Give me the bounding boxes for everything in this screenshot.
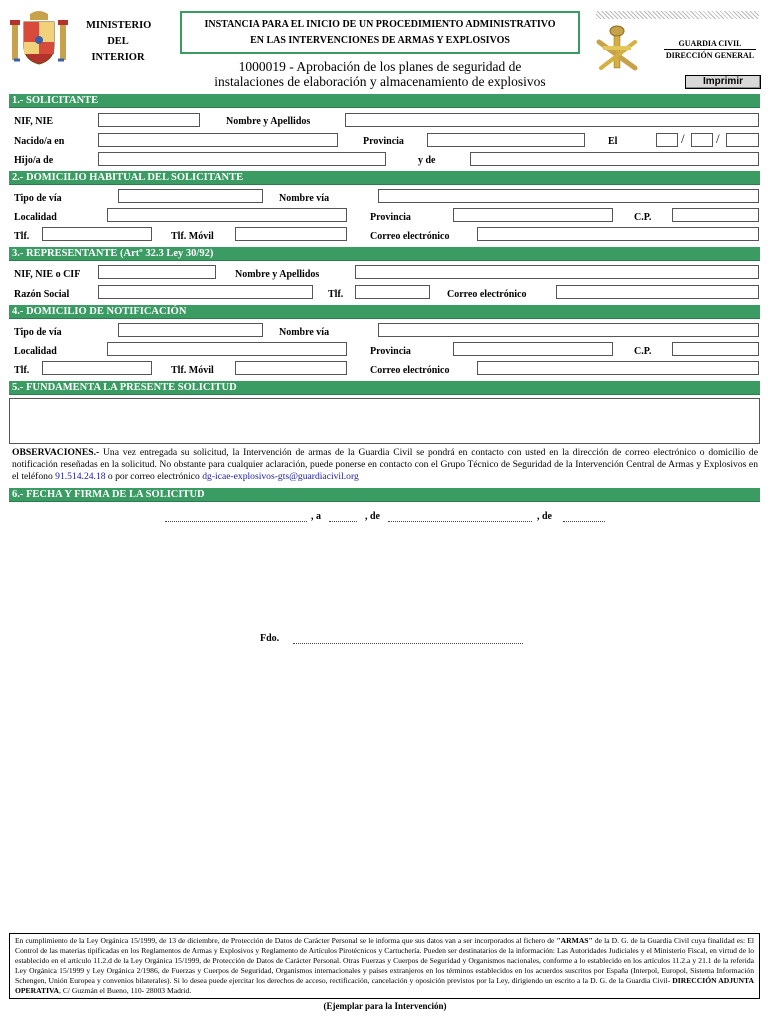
label-hijo: Hijo/a de (14, 155, 54, 166)
label-yde: y de (418, 155, 436, 166)
not-cp-input[interactable] (672, 342, 759, 356)
label-tlf-movil: Tlf. Móvil (171, 231, 214, 242)
day-line[interactable] (329, 520, 357, 522)
label-nif-cif: NIF, NIE o CIF (14, 269, 81, 280)
birth-year-input[interactable] (726, 133, 759, 147)
observaciones-text (12, 447, 758, 483)
razon-social-input[interactable] (98, 285, 313, 299)
not-tlf-movil-input[interactable] (235, 361, 347, 375)
label-correo: Correo electrónico (447, 289, 527, 300)
not-tipo-via-input[interactable] (118, 323, 263, 337)
rep-correo-input[interactable] (556, 285, 759, 299)
tlf-movil-input[interactable] (235, 227, 347, 241)
label-tipo-via: Tipo de vía (14, 327, 62, 338)
birth-day-input[interactable] (656, 133, 678, 147)
header-hatch-bar (596, 11, 759, 19)
label-tlf: Tlf. (14, 231, 30, 242)
correo-input[interactable] (477, 227, 759, 241)
nombre-via-input[interactable] (378, 189, 759, 203)
legal-direction: DIRECCIÓN ADJUNTA OPERATIVA (15, 976, 754, 995)
label-provincia: Provincia (370, 346, 411, 357)
label-tipo-via: Tipo de vía (14, 193, 62, 204)
observaciones-body-2: o por correo electrónico (105, 471, 203, 482)
nif-input[interactable] (98, 113, 200, 127)
not-correo-input[interactable] (477, 361, 759, 375)
not-nombre-via-input[interactable] (378, 323, 759, 337)
label-tlf-movil: Tlf. Móvil (171, 365, 214, 376)
guardia-civil-label: GUARDIA CIVIL DIRECCIÓN GENERAL (665, 39, 755, 60)
procedure-title: 1000019 - Aprobación de los planes de seguridad de instalaciones de elaboración y almacenamiento de explosivos (214, 59, 546, 89)
not-tlf-input[interactable] (42, 361, 152, 375)
not-localidad-input[interactable] (107, 342, 347, 356)
section-solicitante-header: 1.- SOLICITANTE (9, 94, 760, 108)
label-provincia: Provincia (363, 136, 404, 147)
section-notificacion-header: 4.- DOMICILIO DE NOTIFICACIÓN (9, 305, 760, 319)
legal-address: , C/ Guzmán el Bueno, 110- 28003 Madrid. (59, 986, 192, 995)
contact-phone: 91.514.24.18 (55, 471, 106, 482)
label-nombre-via: Nombre vía (279, 193, 330, 204)
section-fundamenta-header: 5.- FUNDAMENTA LA PRESENTE SOLICITUD (9, 381, 760, 395)
label-cp: C.P. (634, 346, 652, 357)
provincia-nacimiento-input[interactable] (427, 133, 585, 147)
label-el: El (608, 136, 618, 147)
section-representante-header: 3.- REPRESENTANTE (Artº 32.3 Ley 30/92) (9, 247, 760, 261)
label-localidad: Localidad (14, 346, 57, 357)
label-correo: Correo electrónico (370, 231, 450, 242)
place-line[interactable] (165, 520, 307, 522)
date-slash: / (716, 131, 720, 146)
label-nif: NIF, NIE (14, 116, 54, 127)
label-fdo: Fdo. (260, 633, 280, 644)
label-nombre: Nombre y Apellidos (226, 116, 311, 127)
legal-text-2: de la D. G. de la Guardia Civil cuya finalidad es: El Control de las materias tipificadas en los Reglamentos de Armas y Explosivos y Reglamento de Artículos Pirotécnicos y Cartuchería. Pueden ser destinatarios de la información: Las Autoridades Judiciales y el Ministerio Fiscal, en virtud de lo establecido en el artículo 11.2.d de la Ley Orgánica 15/1999, de Protección de Datos de Carácter Personal. Otras Fuerzas y Cuerpos de Seguridad y Organismos nacionales, conforme a lo establecido en los artículos 11.2.a y 21.1 de la referida Ley Orgánica 15/1999 y Ley Orgánica 2/1986, de Fuerzas y Cuerpos de Seguridad, Organismos internacionales y países extranjeros en los términos establecidos en los acuerdos suscritos por España (Interpol, Europol, Sistema Información Schengen, Unión Europea y convenios bilaterales). Si lo desea puede ejercitar los derechos de acceso, rectificación, cancelación y oposición previstos por la Ley, dirigiendo un escrito a la D. G. de la Guardia Civil- (15, 936, 754, 985)
rep-nombre-input[interactable] (355, 265, 759, 279)
label-nombre: Nombre y Apellidos (235, 269, 320, 280)
tipo-via-input[interactable] (118, 189, 263, 203)
year-line[interactable] (563, 520, 605, 522)
localidad-input[interactable] (107, 208, 347, 222)
rep-tlf-input[interactable] (355, 285, 430, 299)
provincia-input[interactable] (453, 208, 613, 222)
fundamenta-textarea[interactable] (9, 398, 760, 444)
cp-input[interactable] (672, 208, 759, 222)
padre-input[interactable] (98, 152, 386, 166)
nacido-input[interactable] (98, 133, 338, 147)
section-firma-header: 6.- FECHA Y FIRMA DE LA SOLICITUD (9, 488, 760, 502)
label-tlf: Tlf. (14, 365, 30, 376)
label-de: , de (537, 511, 552, 522)
label-provincia: Provincia (370, 212, 411, 223)
label-cp: C.P. (634, 212, 652, 223)
label-localidad: Localidad (14, 212, 57, 223)
guardia-civil-emblem-icon (595, 24, 639, 74)
procedure-title-box: INSTANCIA PARA EL INICIO DE UN PROCEDIMIENTO ADMINISTRATIVO EN LAS INTERVENCIONES DE ARMAS Y EXPLOSIVOS (180, 11, 580, 54)
nombre-input[interactable] (345, 113, 759, 127)
observaciones-label: OBSERVACIONES.- (12, 447, 100, 458)
not-provincia-input[interactable] (453, 342, 613, 356)
month-line[interactable] (388, 520, 532, 522)
contact-email-link[interactable]: dg-icae-explosivos-gts@guardiacivil.org (202, 471, 359, 482)
label-nacido: Nacido/a en (14, 136, 65, 147)
ministry-name: MINISTERIO DEL INTERIOR (86, 20, 152, 63)
label-tlf: Tlf. (328, 289, 344, 300)
spain-coat-of-arms-icon (10, 10, 68, 66)
copy-label: (Ejemplar para la Intervención) (323, 1001, 447, 1011)
tlf-input[interactable] (42, 227, 152, 241)
label-nombre-via: Nombre vía (279, 327, 330, 338)
print-button[interactable]: Imprimir (685, 75, 761, 89)
signature-line[interactable] (293, 642, 523, 644)
label-razon-social: Razón Social (14, 289, 70, 300)
label-correo: Correo electrónico (370, 365, 450, 376)
section-domicilio-header: 2.- DOMICILIO HABITUAL DEL SOLICITANTE (9, 171, 760, 185)
observaciones-body: Una vez entregada su solicitud, la Intervención de armas de la Guardia Civil se pondrá en contacto con usted en la dirección de correo electrónico o domicilio de notificación reseñadas en la solicitud. No obstante para cualquier aclaración, puede ponerse en contacto con el Grupo Técnico de Seguridad de la Intervención Central de Armas y Explosivos en el teléfono (12, 447, 758, 482)
data-protection-notice (9, 933, 760, 999)
madre-input[interactable] (470, 152, 759, 166)
rep-nif-input[interactable] (98, 265, 216, 279)
legal-text: En cumplimiento de la Ley Orgánica 15/1999, de 13 de diciembre, de Protección de Datos de Carácter Personal se le informa que sus datos van a ser incorporados al fichero de (15, 936, 557, 945)
date-slash: / (681, 131, 685, 146)
birth-month-input[interactable] (691, 133, 713, 147)
label-a: , a (311, 511, 321, 522)
label-de: , de (365, 511, 380, 522)
legal-file-name: "ARMAS" (556, 936, 593, 945)
